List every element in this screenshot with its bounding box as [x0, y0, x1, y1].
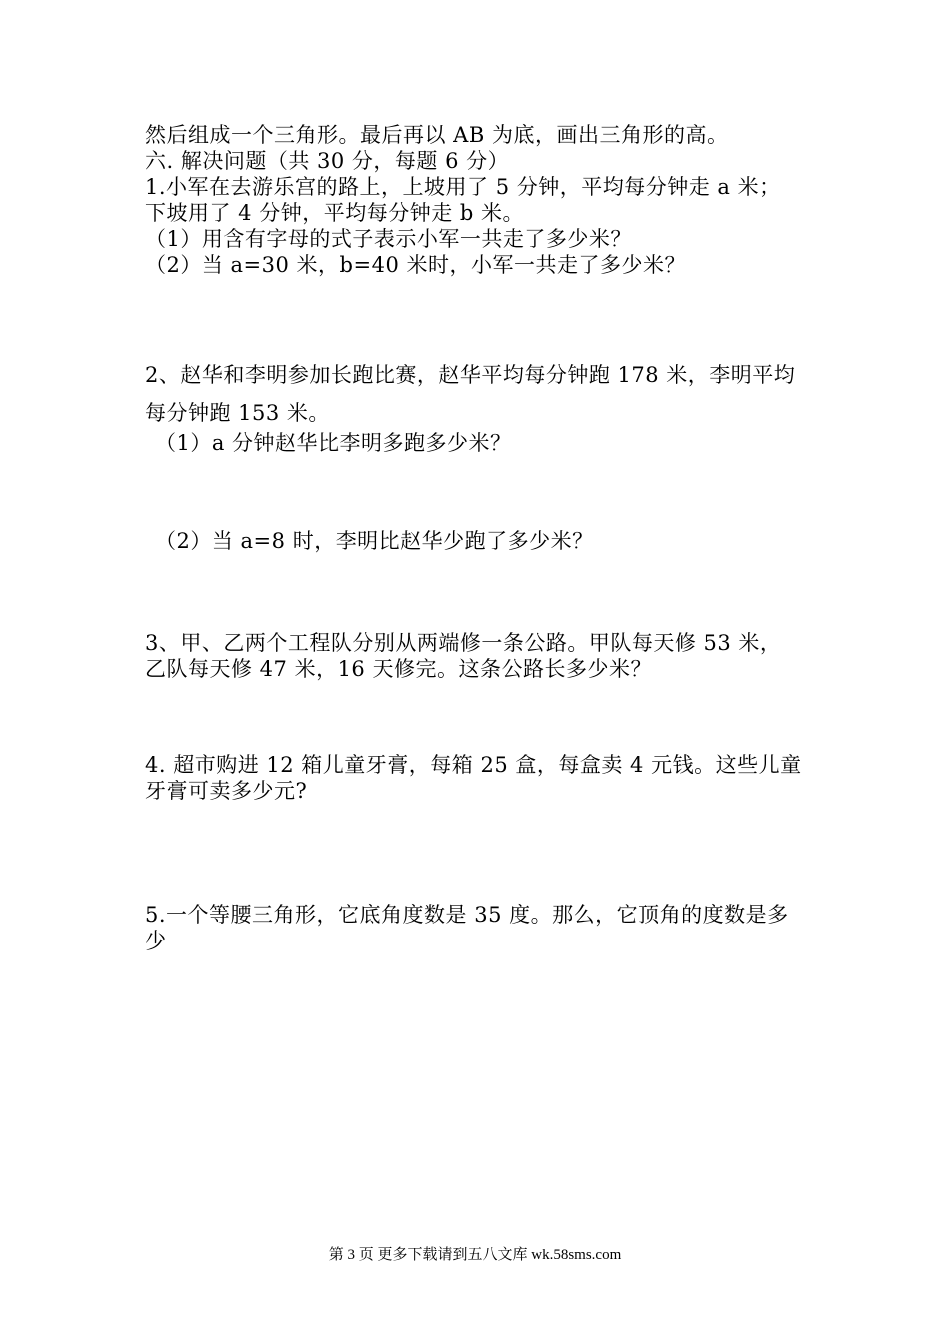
instruction-continuation: 然后组成一个三角形。最后再以 AB 为底，画出三角形的高。 [145, 123, 729, 147]
question-2-part-2: （2）当 a=8 时，李明比赵华少跑了多少米？ [155, 529, 594, 553]
question-3-line-1: 3、甲、乙两个工程队分别从两端修一条公路。甲队每天修 53 米， [145, 631, 782, 655]
question-4-line-2: 牙膏可卖多少元? [145, 779, 308, 803]
question-2-line-2: 每分钟跑 153 米。 [145, 401, 330, 425]
question-1-line-1: 1.小军在去游乐宫的路上，上坡用了 5 分钟，平均每分钟走 a 米； [145, 175, 781, 199]
question-3-line-2: 乙队每天修 47 米，16 天修完。这条公路长多少米？ [145, 657, 652, 681]
question-4-line-1: 4. 超市购进 12 箱儿童牙膏，每箱 25 盒，每盒卖 4 元钱。这些儿童 [145, 753, 802, 777]
page-footer: 第 3 页 更多下载请到五八文库 wk.58sms.com [328, 1247, 622, 1263]
question-5-line-2: 少 [145, 929, 167, 953]
question-1-part-1: （1）用含有字母的式子表示小军一共走了多少米？ [145, 227, 632, 251]
question-1-line-2: 下坡用了 4 分钟，平均每分钟走 b 米。 [145, 201, 525, 225]
question-2-part-1: （1）a 分钟赵华比李明多跑多少米？ [155, 431, 512, 455]
question-2-line-1: 2、赵华和李明参加长跑比赛，赵华平均每分钟跑 178 米，李明平均 [145, 363, 796, 387]
question-1-part-2: （2）当 a=30 米，b=40 米时，小军一共走了多少米？ [145, 253, 686, 277]
question-5-line-1: 5.一个等腰三角形，它底角度数是 35 度。那么，它顶角的度数是多 [145, 903, 789, 927]
section-heading: 六. 解决问题（共 30 分，每题 6 分） [145, 149, 510, 173]
